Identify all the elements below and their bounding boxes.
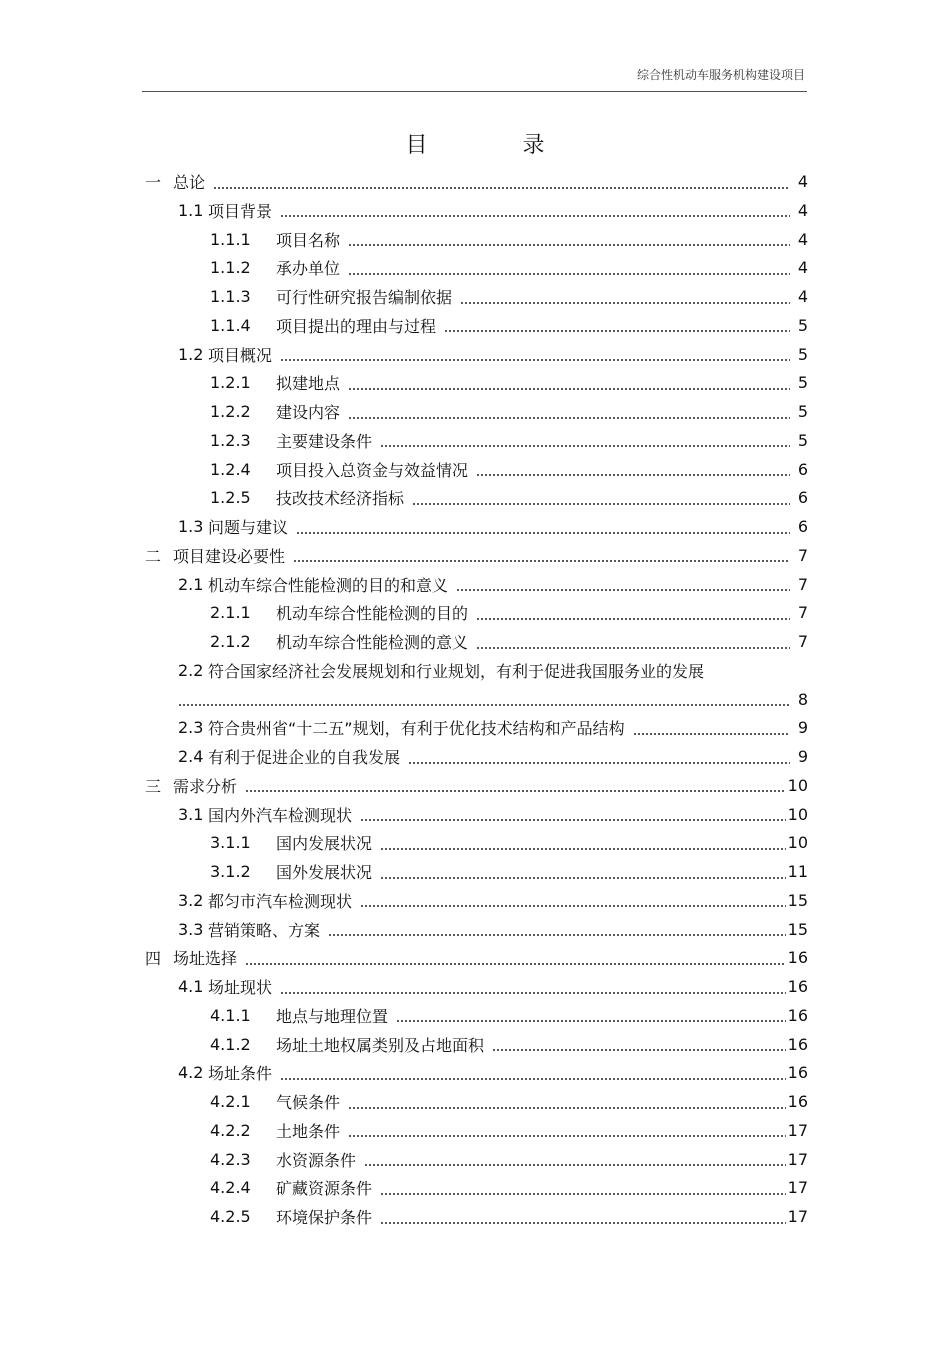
- toc-entry-number: 2.1.1: [210, 603, 251, 623]
- toc-entry[interactable]: [210, 1116, 808, 1145]
- toc-entry-page: 16: [787, 1034, 808, 1054]
- toc-entry-title: 项目背景: [208, 201, 273, 221]
- toc-entry[interactable]: [210, 1202, 808, 1231]
- toc-entry-title: 国内发展状况: [276, 834, 373, 854]
- toc-entry-title: 水资源条件: [276, 1150, 357, 1170]
- toc-entry[interactable]: [210, 483, 808, 512]
- toc-dot-leader: [476, 647, 790, 649]
- toc-entry-page: 5: [797, 430, 808, 450]
- toc-entry-number: 2.3: [178, 718, 204, 738]
- toc-entry-page: 10: [787, 833, 808, 853]
- toc-entry-number: 2.4: [178, 747, 204, 766]
- toc-entry-title: 项目投入总资金与效益情况: [276, 460, 469, 480]
- toc-entry-title: 建设内容: [276, 403, 341, 422]
- running-header: 综合性机动车服务机构建设项目: [636, 68, 805, 82]
- toc-dot-leader: [476, 474, 790, 476]
- toc-entry-page: 7: [797, 574, 808, 594]
- toc-entry-title: 总论: [173, 173, 206, 192]
- toc-entry-page: 17: [787, 1178, 808, 1198]
- toc-entry-continuation[interactable]: [178, 685, 808, 714]
- toc-entry[interactable]: [145, 943, 808, 972]
- toc-entry-page: 7: [797, 632, 808, 651]
- toc-entry-page: 16: [787, 977, 808, 996]
- toc-entry-title: 场址选择: [173, 949, 238, 969]
- toc-entry[interactable]: [210, 368, 808, 397]
- toc-dot-leader: [492, 1049, 786, 1051]
- toc-entry-title: 都匀市汽车检测现状: [208, 891, 353, 911]
- toc-entry-number: 2.1: [178, 574, 204, 594]
- toc-entry-page: 4: [797, 172, 808, 191]
- toc-entry[interactable]: [178, 742, 808, 771]
- toc-entry-title: 主要建设条件: [276, 431, 373, 451]
- toc-dot-leader: [380, 877, 786, 879]
- toc-dot-leader: [360, 819, 786, 821]
- toc-entry-number: 4.1.2: [210, 1034, 251, 1054]
- toc-entry-number: 3.2: [178, 890, 204, 910]
- toc-entry-title: 场址土地权属类别及占地面积: [276, 1035, 485, 1055]
- toc-dot-leader: [348, 417, 790, 419]
- toc-entry-title: 符合贵州省“十二五”规划，有利于优化技术结构和产品结构: [208, 719, 625, 739]
- toc-entry-number: 4.2.5: [210, 1207, 251, 1226]
- toc-dot-leader: [633, 733, 790, 735]
- toc-entry[interactable]: [210, 598, 808, 627]
- toc-entry[interactable]: [178, 340, 808, 369]
- toc-entry-number: 3.1: [178, 804, 204, 824]
- toc-dot-leader: [380, 1222, 786, 1224]
- toc-entry-title: 环境保护条件: [276, 1208, 373, 1227]
- toc-entry-page: 17: [787, 1207, 808, 1226]
- toc-dot-leader: [213, 187, 790, 189]
- toc-entry-page: 15: [787, 890, 808, 910]
- toc-entry-page: 6: [797, 488, 808, 508]
- toc-entry-number: 3.3: [178, 919, 204, 939]
- toc-entry[interactable]: [210, 455, 808, 484]
- toc-dot-leader: [380, 1193, 786, 1195]
- toc-entry-number: 3.1.1: [210, 833, 251, 853]
- toc-entry-title: 营销策略、方案: [208, 920, 321, 940]
- toc-entry-page: 6: [797, 459, 808, 479]
- toc-entry[interactable]: [145, 167, 808, 196]
- toc-dot-leader: [348, 1135, 786, 1137]
- toc-entry[interactable]: [178, 886, 808, 915]
- toc-entry-number: 一: [145, 173, 162, 192]
- toc-entry-number: 1.1: [178, 200, 204, 220]
- toc-dot-leader: [408, 762, 790, 764]
- toc-entry-page: 7: [797, 603, 808, 623]
- toc-entry-title: 国外发展状况: [276, 863, 373, 882]
- toc-entry-page: 11: [787, 862, 808, 881]
- toc-entry[interactable]: [178, 512, 808, 541]
- toc-dot-leader: [412, 503, 790, 505]
- toc-dot-leader: [456, 589, 790, 591]
- toc-entry[interactable]: [210, 311, 808, 340]
- toc-entry-title: 机动车综合性能检测的目的和意义: [208, 575, 449, 595]
- toc-entry-number: 3.1.2: [210, 862, 251, 881]
- toc-entry-number: 二: [145, 546, 162, 566]
- toc-entry-page: 10: [787, 804, 808, 824]
- toc-entry-page: 16: [787, 1063, 808, 1083]
- toc-entry-number: 4.2.1: [210, 1092, 251, 1111]
- toc-entry[interactable]: [210, 857, 808, 886]
- toc-entry-title: 地点与地理位置: [276, 1006, 389, 1026]
- toc-entry[interactable]: [210, 426, 808, 455]
- toc-entry-page: 5: [797, 373, 808, 393]
- toc-entry-title: 项目名称: [276, 230, 341, 250]
- toc-dot-leader: [296, 532, 790, 534]
- toc-dot-leader: [360, 905, 786, 907]
- toc-dot-leader: [280, 1078, 786, 1080]
- toc-entry-page: 9: [797, 747, 808, 766]
- toc-entry-title: 气候条件: [276, 1093, 341, 1112]
- toc-entry-page: 5: [797, 344, 808, 364]
- toc-entry-page: 16: [787, 1092, 808, 1111]
- toc-dot-leader: [364, 1164, 786, 1166]
- toc-entry-page: 8: [797, 689, 808, 709]
- toc-dot-leader: [396, 1020, 786, 1022]
- toc-entry-number: 4.2.3: [210, 1149, 251, 1169]
- toc-entry[interactable]: [210, 1001, 808, 1030]
- toc-dot-leader: [280, 215, 790, 217]
- toc-entry-number: 4.2.2: [210, 1120, 251, 1140]
- toc-entry-page: 15: [787, 919, 808, 939]
- toc-entry[interactable]: [178, 713, 808, 742]
- toc-entry-page: 9: [797, 718, 808, 738]
- header-divider: [142, 91, 807, 92]
- toc-dot-leader: [348, 1107, 786, 1109]
- toc-entry-number: 1.3: [178, 517, 204, 536]
- toc-title: 目 录: [405, 133, 589, 158]
- toc-entry-title: 技改技术经济指标: [276, 489, 405, 509]
- toc-entry-page: 5: [797, 402, 808, 421]
- toc-entry-title: 符合国家经济社会发展规划和行业规划，有利于促进我国服务业的发展: [208, 661, 705, 681]
- toc-entry[interactable]: [210, 1087, 808, 1116]
- toc-entry-number: 三: [145, 776, 162, 796]
- toc-entry-number: 1.2.4: [210, 459, 251, 479]
- toc-entry[interactable]: [210, 282, 808, 311]
- toc-entry[interactable]: [210, 1030, 808, 1059]
- toc-entry-number: 1.2.3: [210, 430, 251, 450]
- toc-entry[interactable]: [178, 570, 808, 599]
- toc-entry-page: 6: [797, 517, 808, 536]
- toc-entry-title: 场址现状: [208, 978, 273, 997]
- toc-entry-page: 5: [797, 315, 808, 335]
- toc-entry[interactable]: [178, 196, 808, 225]
- toc-entry[interactable]: [210, 253, 808, 282]
- toc-entry-page: 17: [787, 1120, 808, 1140]
- toc-entry-title: 机动车综合性能检测的目的: [276, 604, 469, 624]
- toc-entry-number: 1.1.2: [210, 258, 251, 278]
- toc-entry-page: 16: [787, 948, 808, 968]
- toc-entry-number: 1.2.1: [210, 373, 251, 393]
- toc-dot-leader: [178, 704, 790, 706]
- toc-entry-title: 场址条件: [208, 1064, 273, 1084]
- toc-entry-number: 2.1.2: [210, 632, 251, 651]
- toc-entry[interactable]: [210, 1145, 808, 1174]
- toc-entry[interactable]: [145, 541, 808, 570]
- toc-dot-leader: [245, 790, 786, 792]
- toc-entry[interactable]: [178, 656, 808, 685]
- toc-entry-title: 拟建地点: [276, 374, 341, 394]
- toc-dot-leader: [380, 445, 790, 447]
- toc-entry-number: 1.1.4: [210, 315, 251, 335]
- toc-entry-number: 4.1.1: [210, 1005, 251, 1025]
- toc-entry-page: 7: [797, 545, 808, 565]
- toc-entry-number: 4.1: [178, 977, 204, 996]
- toc-entry[interactable]: [178, 915, 808, 944]
- toc-entry[interactable]: [210, 1173, 808, 1202]
- toc-entry[interactable]: [210, 397, 808, 426]
- toc-entry-page: 4: [797, 200, 808, 220]
- toc-entry[interactable]: [210, 627, 808, 656]
- toc-entry-title: 问题与建议: [208, 518, 289, 537]
- toc-dot-leader: [348, 388, 790, 390]
- toc-dot-leader: [380, 848, 786, 850]
- toc-entry[interactable]: [210, 828, 808, 857]
- toc-entry-title: 项目提出的理由与过程: [276, 316, 437, 336]
- toc-entry-title: 项目概况: [208, 345, 273, 365]
- toc-entry-number: 四: [145, 949, 162, 969]
- toc-dot-leader: [328, 934, 786, 936]
- toc-entry[interactable]: [178, 800, 808, 829]
- toc-entry-page: 17: [787, 1149, 808, 1169]
- toc-dot-leader: [476, 618, 790, 620]
- toc-entry-number: 4.2.4: [210, 1178, 251, 1198]
- toc-dot-leader: [444, 330, 790, 332]
- toc-entry-number: 1.1.3: [210, 287, 251, 306]
- toc-dot-leader: [293, 560, 790, 562]
- toc-entry-number: 1.2.2: [210, 402, 251, 421]
- toc-entry[interactable]: [178, 1058, 808, 1087]
- toc-entry[interactable]: [210, 225, 808, 254]
- toc-entry-page: 10: [787, 775, 808, 795]
- toc-entry-page: 16: [787, 1005, 808, 1025]
- toc-entry-title: 项目建设必要性: [173, 546, 286, 566]
- toc-dot-leader: [348, 273, 790, 275]
- toc-entry-title: 可行性研究报告编制依据: [276, 288, 453, 307]
- toc-entry-page: 4: [797, 258, 808, 278]
- toc-dot-leader: [460, 302, 790, 304]
- toc-entry-title: 国内外汽车检测现状: [208, 805, 353, 825]
- toc-entry-number: 1.1.1: [210, 229, 251, 249]
- toc-dot-leader: [280, 359, 790, 361]
- toc-entry-number: 1.2: [178, 344, 204, 364]
- toc-entry-title: 矿藏资源条件: [276, 1179, 373, 1199]
- toc-dot-leader: [280, 992, 786, 994]
- toc-entry[interactable]: [178, 972, 808, 1001]
- toc-entry-title: 需求分析: [173, 776, 238, 796]
- toc-entry-title: 承办单位: [276, 259, 341, 279]
- toc-entry-number: 1.2.5: [210, 488, 251, 508]
- toc-dot-leader: [348, 244, 790, 246]
- toc-entry-title: 有利于促进企业的自我发展: [208, 748, 401, 767]
- toc-entry-page: 4: [797, 229, 808, 249]
- toc-entry-title: 土地条件: [276, 1121, 341, 1141]
- toc-entry-number: 2.2: [178, 660, 204, 680]
- toc-entry[interactable]: [145, 771, 808, 800]
- toc-entry-number: 4.2: [178, 1063, 204, 1083]
- toc-dot-leader: [245, 963, 786, 965]
- toc-entry-title: 机动车综合性能检测的意义: [276, 633, 469, 652]
- toc-entry-page: 4: [797, 287, 808, 306]
